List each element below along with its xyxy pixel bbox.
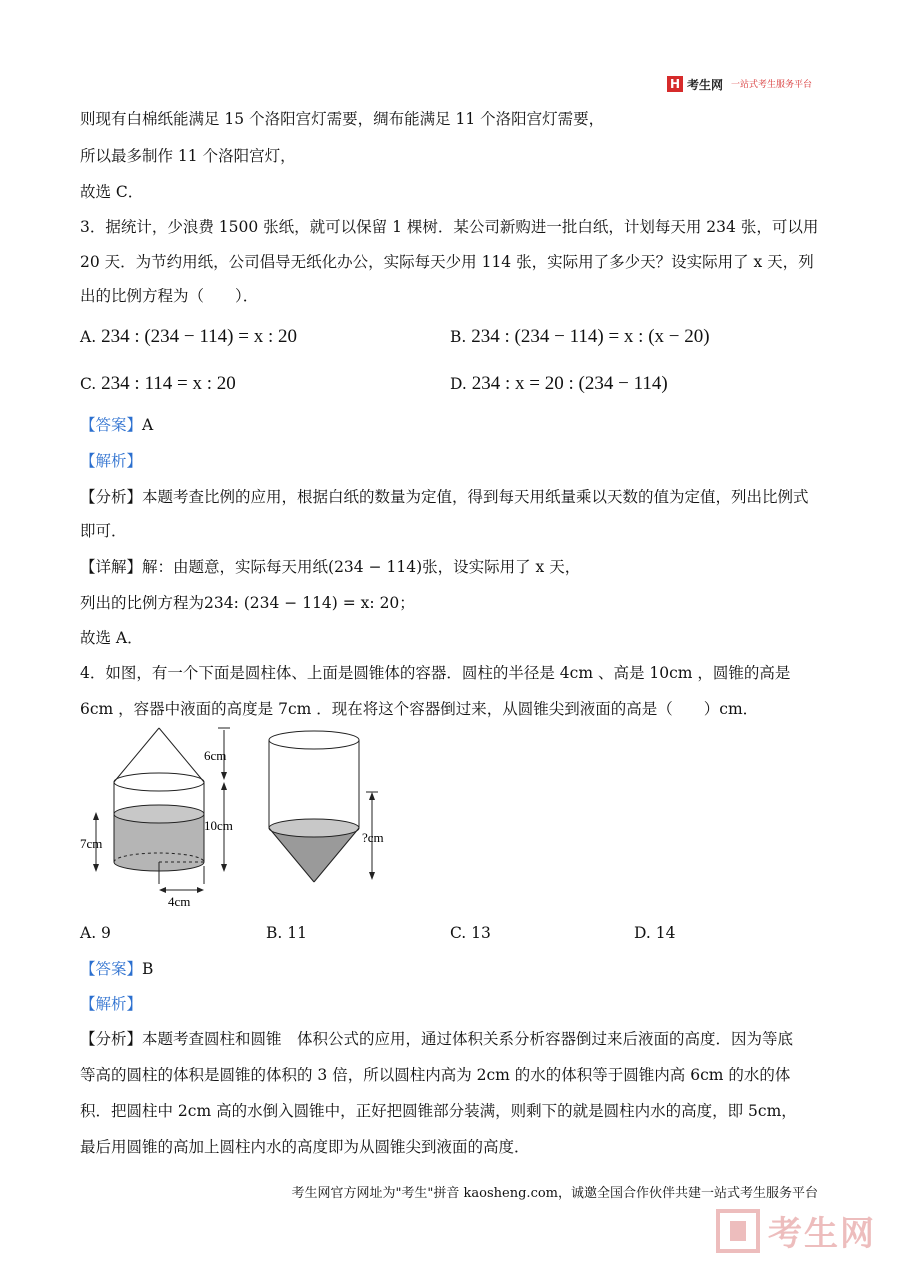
q4-line-2: 6cm ，容器中液面的高度是 7cm ．现在将这个容器倒过来，从圆锥尖到液面的高是（ ）cm． bbox=[80, 700, 759, 718]
q4-fenxi-3: 积．把圆柱中 2cm 高的水倒入圆锥中，正好把圆锥部分装满，则剩下的就是圆柱内水的高度，即 5cm， bbox=[80, 1102, 797, 1120]
intro-line-2: 所以最多制作 11 个洛阳宫灯， bbox=[80, 147, 296, 165]
label-6cm: 6cm bbox=[204, 748, 227, 763]
fenxi-text: 本题考查比例的应用，根据白纸的数量为定值，得到每天用纸量乘以天数的值为定值，列出比例式 bbox=[142, 488, 809, 506]
analysis-tag: 【解析】 bbox=[80, 995, 143, 1013]
fenxi-tag: 【分析】 bbox=[80, 488, 143, 506]
watermark bbox=[716, 1206, 876, 1255]
option-math: 234 : (234 − 114) = x : 20 bbox=[101, 326, 297, 347]
xiangjie-tag: 【详解】 bbox=[80, 558, 143, 576]
q3-line-1: 3．据统计，少浪费 1500 张纸，就可以保留 1 棵树．某公司新购进一批白纸，计划每天用 234 张，可以用 bbox=[80, 218, 819, 236]
q4-fenxi-4: 最后用圆锥的高加上圆柱内水的高度即为从圆锥尖到液面的高度． bbox=[80, 1138, 530, 1156]
fenxi-text: 本题考查圆柱和圆锥 体积公式的应用，通过体积关系分析容器倒过来后液面的高度．因为等底 bbox=[142, 1030, 794, 1048]
answer-tag: 【答案】 bbox=[80, 416, 143, 434]
q4-option-d: D. 14 bbox=[634, 924, 676, 942]
q4-analysis-heading bbox=[80, 993, 142, 1015]
watermark-logo-icon bbox=[716, 1209, 760, 1253]
answer-value: A bbox=[142, 416, 154, 434]
answer-value: B bbox=[142, 960, 154, 978]
option-math: 234 : (234 − 114) = x : (x − 20) bbox=[471, 326, 710, 347]
label-4cm: 4cm bbox=[168, 894, 191, 909]
q3-option-a bbox=[80, 326, 297, 348]
option-label: D. bbox=[450, 375, 467, 393]
q4-option-b: B. 11 bbox=[266, 924, 307, 942]
q3-option-b bbox=[450, 326, 710, 348]
q3-xiangjie-3: 故选 A． bbox=[80, 629, 143, 647]
label-qcm: ?cm bbox=[362, 830, 384, 845]
q4-figure bbox=[78, 724, 408, 914]
logo-icon: H bbox=[667, 76, 683, 92]
label-7cm: 7cm bbox=[80, 836, 103, 851]
option-label: B. bbox=[450, 328, 467, 346]
q3-line-2: 20 天．为节约用纸，公司倡导无纸化办公，实际每天少用 114 张，实际用了多少天？设实际用了 x 天，列 bbox=[80, 253, 814, 271]
q3-xiangjie-2: 列出的比例方程为234: (234 − 114) = x: 20； bbox=[80, 594, 415, 612]
q3-fenxi-1 bbox=[80, 486, 809, 508]
footer-text: 考生网官方网址为"考生"拼音 kaosheng.com，诚邀全国合作伙伴共建一站式考生服务平台 bbox=[291, 1186, 818, 1201]
option-math: 234 : 114 = x : 20 bbox=[101, 373, 236, 394]
intro-line-1: 则现有白棉纸能满足 15 个洛阳宫灯需要，绸布能满足 11 个洛阳宫灯需要， bbox=[80, 110, 605, 128]
label-10cm: 10cm bbox=[204, 818, 233, 833]
q3-option-c bbox=[80, 373, 236, 395]
q4-fenxi-2: 等高的圆柱的体积是圆锥的体积的 3 倍，所以圆柱内高为 2cm 的水的体积等于圆锥内高 6cm 的水的体 bbox=[80, 1066, 791, 1084]
fenxi-tag: 【分析】 bbox=[80, 1030, 143, 1048]
q4-fenxi-1 bbox=[80, 1028, 793, 1050]
q3-line-3: 出的比例方程为（ ）． bbox=[80, 287, 259, 305]
q3-fenxi-2: 即可． bbox=[80, 522, 127, 540]
header-logo bbox=[667, 74, 812, 93]
option-label: C. bbox=[80, 375, 97, 393]
inverted-container bbox=[269, 731, 378, 882]
q3-analysis-heading bbox=[80, 450, 142, 472]
q3-option-d bbox=[450, 373, 668, 395]
q4-answer bbox=[80, 958, 153, 980]
xiangjie-text: 解：由题意，实际每天用纸(234 − 114)张，设实际用了 x 天， bbox=[142, 558, 581, 576]
intro-line-3: 故选 C． bbox=[80, 183, 144, 201]
analysis-tag: 【解析】 bbox=[80, 452, 143, 470]
option-math: 234 : x = 20 : (234 − 114) bbox=[471, 373, 668, 394]
q4-option-a: A. 9 bbox=[80, 924, 111, 942]
logo-slogan: 一站式考生服务平台 bbox=[730, 80, 812, 90]
q4-line-1: 4．如图，有一个下面是圆柱体、上面是圆锥体的容器．圆柱的半径是 4cm 、高是 10cm ，圆锥的高是 bbox=[80, 664, 791, 682]
watermark-text: 考生网 bbox=[768, 1214, 876, 1254]
q3-answer bbox=[80, 414, 153, 436]
answer-tag: 【答案】 bbox=[80, 960, 143, 978]
logo-text: 考生网 bbox=[686, 78, 723, 92]
q4-option-c: C. 13 bbox=[450, 924, 491, 942]
option-label: A. bbox=[80, 328, 97, 346]
q3-xiangjie-1 bbox=[80, 556, 580, 578]
